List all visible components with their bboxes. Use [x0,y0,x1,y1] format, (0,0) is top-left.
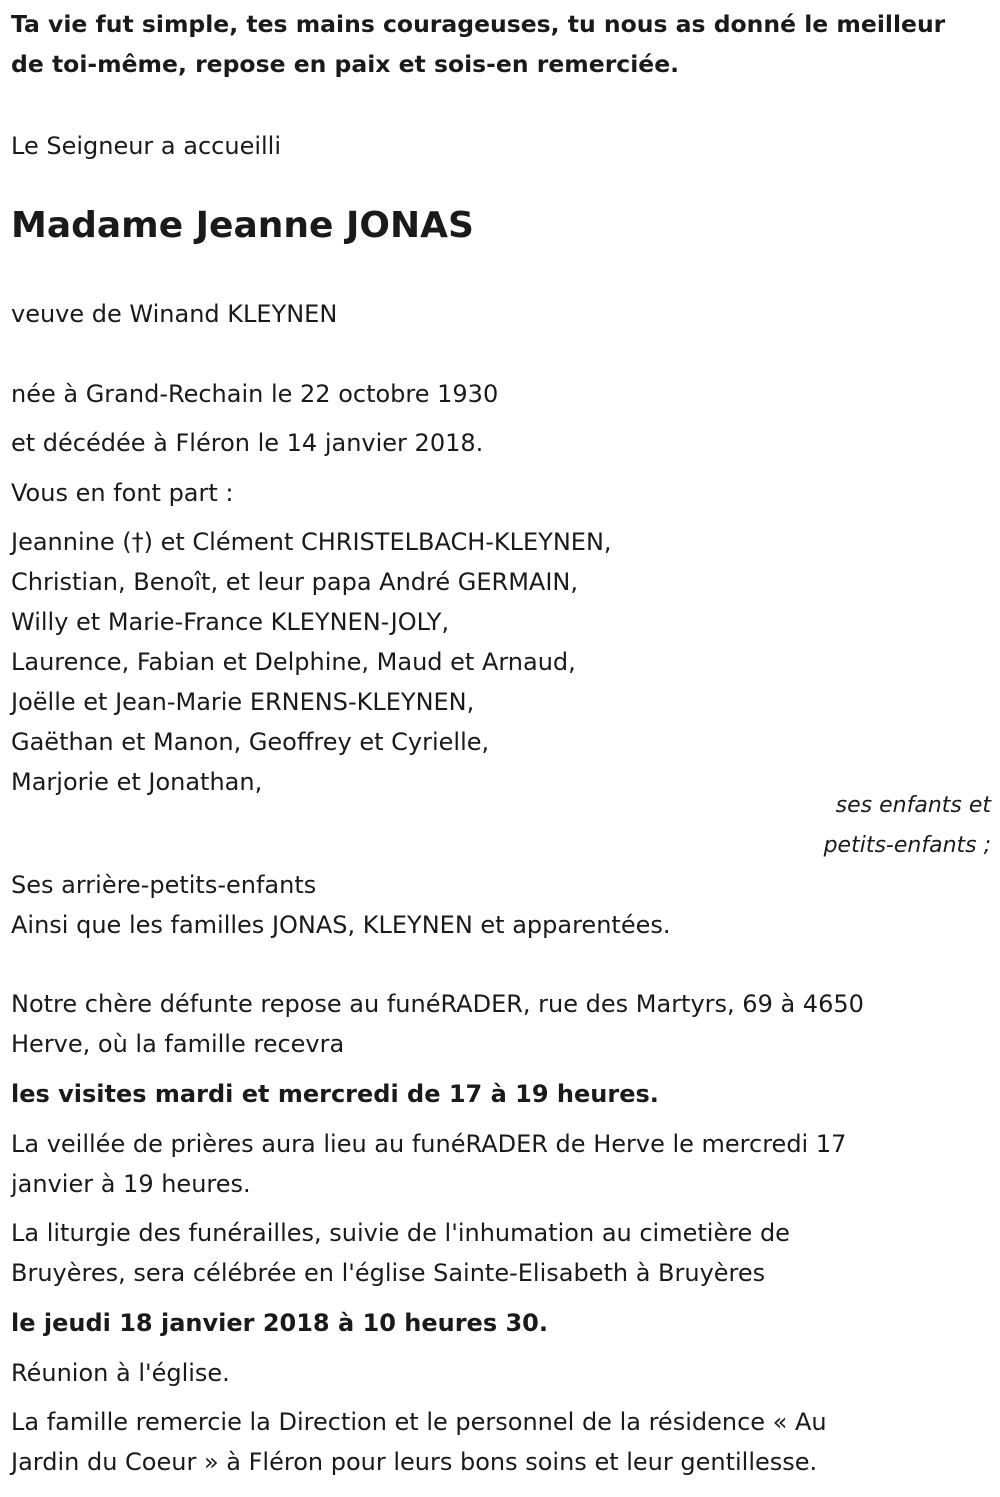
meeting-text: Réunion à l'église. [11,1359,230,1387]
widow-text: veuve de Winand KLEYNEN [11,300,338,328]
birth-text: née à Grand-Rechain le 22 octobre 1930 [11,380,499,408]
liturgy-line-2: Bruyères, sera célébrée en l'église Sainte-Elisabeth à Bruyères [11,1259,766,1287]
vigil-text [11,1124,846,1204]
family-note-line-2: petits-enfants ; [823,833,991,858]
ceremony-date-text: le jeudi 18 janvier 2018 à 10 heures 30. [11,1309,548,1337]
rest-line-1: Notre chère défunte repose au funéRADER, rue des Martyrs, 69 à 4650 [11,990,864,1018]
family-line: Gaëthan et Manon, Geoffrey et Cyrielle, [11,728,490,756]
liturgy-text [11,1213,790,1293]
family-note [691,786,991,866]
family-line: Laurence, Fabian et Delphine, Maud et Arnaud, [11,648,576,676]
deceased-name: Madame Jeanne JONAS [11,205,474,246]
welcomed-text: Le Seigneur a accueilli [11,132,282,160]
liturgy-line-1: La liturgie des funérailles, suivie de l'inhumation au cimetière de [11,1219,790,1247]
rest-line-2: Herve, où la famille recevra [11,1030,345,1058]
family-line: Jeannine (†) et Clément CHRISTELBACH-KLEYNEN, [11,528,612,556]
visits-text: les visites mardi et mercredi de 17 à 19 heures. [11,1080,659,1108]
family-line: Christian, Benoît, et leur papa André GERMAIN, [11,568,578,596]
family-line: Marjorie et Jonathan, [11,768,263,796]
family-note-line-1: ses enfants et [835,793,991,818]
great-grandchildren-text: Ses arrière-petits-enfants [11,871,317,899]
family-line: Willy et Marie-France KLEYNEN-JOLY, [11,608,450,636]
family-list [11,522,612,802]
thanks-line-1: La famille remercie la Direction et le personnel de la résidence « Au [11,1408,827,1436]
intro-line-1: Ta vie fut simple, tes mains courageuses, tu nous as donné le meilleur [11,10,946,38]
vigil-line-2: janvier à 19 heures. [11,1170,251,1198]
thanks-text [11,1402,827,1482]
announce-text: Vous en font part : [11,479,234,507]
families-text: Ainsi que les familles JONAS, KLEYNEN et apparentées. [11,911,671,939]
relatives-block [11,865,670,945]
rest-place-text [11,984,864,1064]
death-text: et décédée à Fléron le 14 janvier 2018. [11,429,484,457]
thanks-line-2: Jardin du Coeur » à Fléron pour leurs bons soins et leur gentillesse. [11,1448,818,1476]
intro-line-2: de toi-même, repose en paix et sois-en remerciée. [11,50,680,78]
vigil-line-1: La veillée de prières aura lieu au funéRADER de Herve le mercredi 17 [11,1130,847,1158]
intro-quote [11,4,996,84]
family-line: Joëlle et Jean-Marie ERNENS-KLEYNEN, [11,688,475,716]
